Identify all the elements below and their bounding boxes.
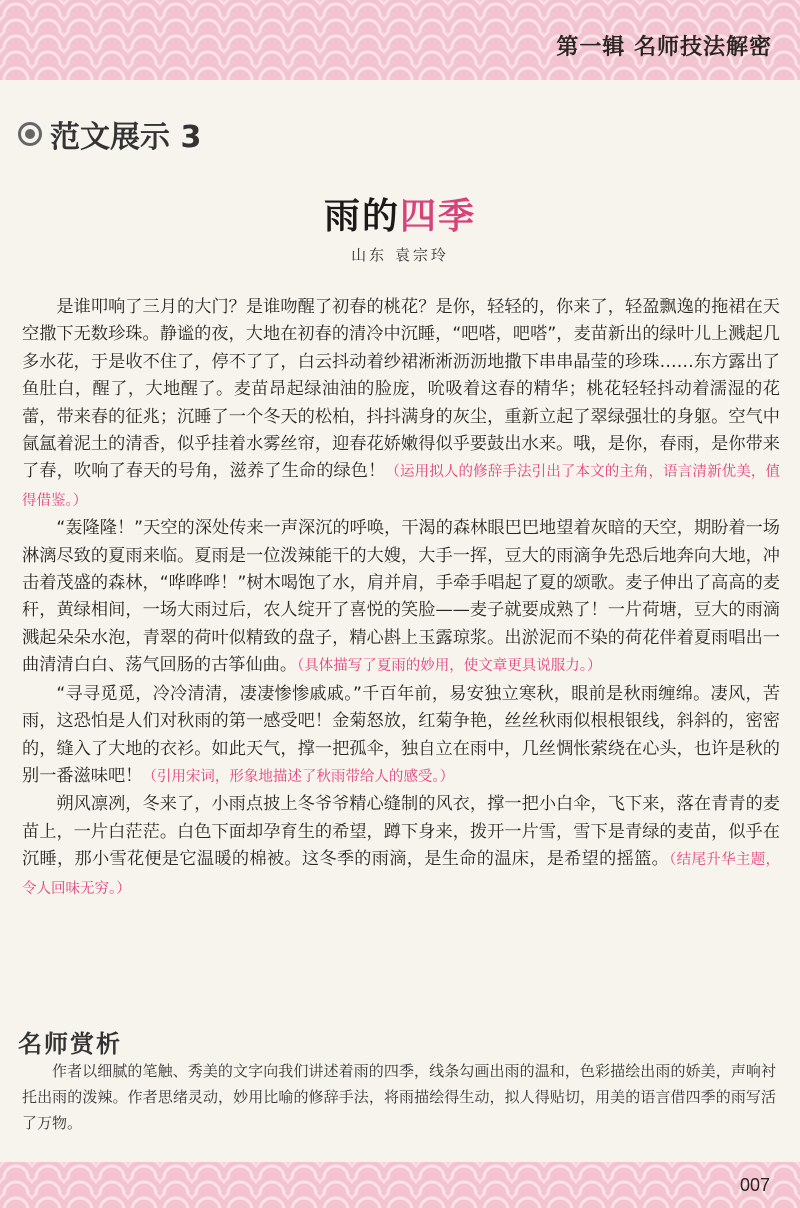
- paragraph-winter: [22, 791, 780, 903]
- paragraph-text: “轰隆隆！”天空的深处传来一声深沉的呼唤，干渴的森林眼巴巴地望着灰暗的天空，期盼着一场淋漓尽致的夏雨来临。夏雨是一位泼辣能干的大嫂，大手一挥，豆大的雨滴争先恐后地奔向大地，冲击着茂盛的森林，“哗哗哗！”树木喝饱了水，肩并肩，手牵手唱起了夏的颂歌。麦子伸出了高高的麦秆，黄绿相间，一场大雨过后，农人绽开了喜悦的笑脸——麦子就要成熟了！一片荷塘，豆大的雨滴溅起朵朵水泡，青翠的荷叶似精致的盘子，精心斟上玉露琼浆。出淤泥而不染的荷花伴着夏雨唱出一曲清清白白、荡气回肠的古筝仙曲。: [22, 518, 780, 676]
- commentary-note: （运用拟人的修辞手法引出了本文的主角，语言清新优美，值得借鉴。）: [22, 464, 780, 509]
- chapter-title: 第一辑 名师技法解密: [556, 35, 772, 60]
- commentary-note: （结尾升华主题，令人回味无穷。）: [22, 852, 780, 897]
- paragraph-spring: [22, 294, 780, 515]
- review-heading: 名师赏析: [18, 1030, 122, 1058]
- paragraph-text: 朔风凛冽，冬来了，小雨点披上冬爷爷精心缝制的风衣，撑一把小白伞，飞下来，落在青青的麦苗上，一片白茫茫。白色下面却孕育生的希望，蹲下身来，拨开一片雪，雪下是青绿的麦苗，似乎在沉睡，那小雪花便是它温暖的棉被。这冬季的雨滴，是生命的温床，是希望的摇篮。: [22, 794, 780, 870]
- circle-bullet-icon: [18, 122, 42, 146]
- review-body: [22, 1058, 776, 1136]
- section-title: 范文展示 3: [50, 120, 202, 155]
- paragraph-text: “寻寻觅觅，冷冷清清，凄凄惨惨戚戚。”千百年前，易安独立寒秋，眼前是秋雨缠绵。凄风，苦雨，这恐怕是人们对秋雨的第一感受吧！金菊怒放，红菊争艳，丝丝秋雨似根根银线，斜斜的，密密的，缝入了大地的衣衫。如此天气，撑一把孤伞，独自立在雨中，几丝惆怅萦绕在心头，也许是秋的别一番滋味吧！: [22, 683, 780, 786]
- review-text: 作者以细腻的笔触、秀美的文字向我们讲述着雨的四季，线条勾画出雨的温和，色彩描绘出雨的娇美，声响衬托出雨的泼辣。作者思绪灵动，妙用比喻的修辞手法，将雨描绘得生动，拟人得贴切，用美的语言借四季的雨写活了万物。: [22, 1062, 776, 1132]
- page-number: 007: [739, 1175, 770, 1195]
- article-title-accent: 四季: [400, 196, 477, 237]
- paragraph-summer: [22, 515, 780, 680]
- section-heading: [18, 112, 201, 156]
- article-body: [22, 294, 780, 903]
- paragraph-text: 是谁叩响了三月的大门？是谁吻醒了初春的桃花？是你，轻轻的，你来了，轻盈飘逸的拖裙在天空撒下无数珍珠。静谧的夜，大地在初春的清冷中沉睡，“吧嗒，吧嗒”，麦苗新出的绿叶儿上溅起几多水花，于是收不住了，停不了了，白云抖动着纱裙淅淅沥沥地撒下串串晶莹的珍珠……东方露出了鱼肚白，醒了，大地醒了。麦苗昂起绿油油的脸庞，吮吸着这春的精华；桃花轻轻抖动着濡湿的花蕾，带来春的征兆；沉睡了一个冬天的松柏，抖抖满身的灰尘，重新立起了翠绿强壮的身躯。空气中氤氲着泥土的清香，似乎挂着水雾丝帘，迎春花娇嫩得似乎要鼓出水来。哦，是你，春雨，是你带来了春，吹响了春天的号角，滋养了生命的绿色！: [22, 297, 780, 482]
- paragraph-autumn: [22, 681, 780, 792]
- author-line: 山东 袁宗玲: [351, 246, 449, 264]
- commentary-note: （引用宋词，形象地描述了秋雨带给人的感受。）: [142, 768, 455, 785]
- commentary-note: （具体描写了夏雨的妙用，使文章更具说服力。）: [297, 658, 602, 675]
- article-title: [0, 188, 800, 239]
- article-title-prefix: 雨的: [323, 196, 400, 237]
- footer-pattern-band: [0, 1162, 800, 1208]
